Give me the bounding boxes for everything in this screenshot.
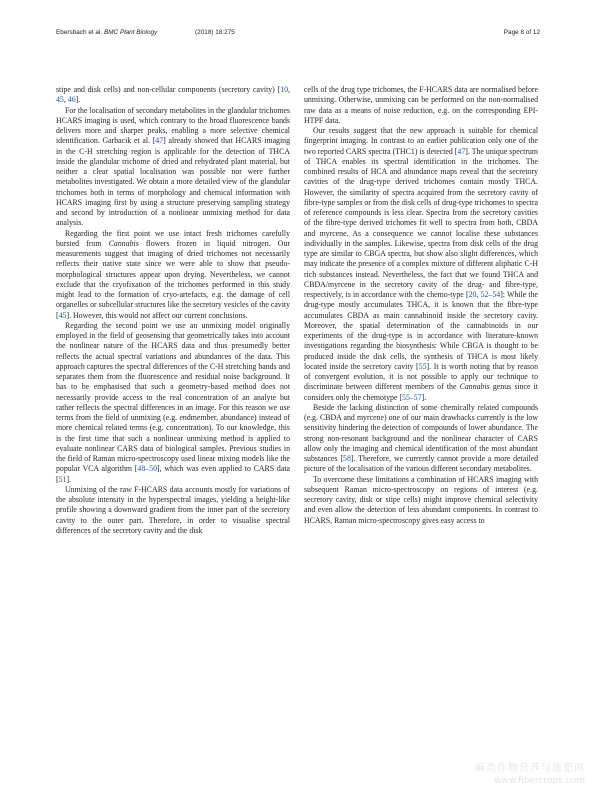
paragraph: To overcome these limitations a combination of HCARS imaging with subsequent Raman micro-spectroscopy on regions of interest (e.g. secretory cavity, disk or stipe cells) might improve chemical selectivity and even allow the detection of less abundant components. In contrast to HCARS, Raman micro-spectroscopy gives easy access to xyxy=(304,474,538,525)
citation-link[interactable]: 51 xyxy=(58,474,67,484)
paragraph: Regarding the first point we use intact fresh trichomes carefully bursted from Cannabis flowers frozen in liquid nitrogen. Our measurements suggest that imaging of dried trichomes not necessarily reflects their native state since we were able to show that pseudo-morphological structures appear upon drying. Nevertheless, we cannot exclude that the cryofixation of the trichomes performed in this study might lead to the formation of cryo-artefacts, e.g. the damage of cell organelles or subcellular structures like the secretory vesicles of the cavity [45]. However, this would not affect our current conclusions. xyxy=(56,228,290,320)
citation-link[interactable]: 10 xyxy=(280,85,289,94)
citation-link[interactable]: 46 xyxy=(67,95,76,105)
right-column xyxy=(304,85,538,526)
paragraph: stipe and disk cells) and non-cellular components (secretory cavity) [10, 45, 46]. xyxy=(56,85,290,105)
paragraph: Beside the lacking distinction of some chemically related compounds (e.g. CBDA and myrcene) one of our main drawbacks currently is the low sensitivity hindering the detection of compounds of lower abundance. The strong non-resonant background and the nonlinear character of CARS allow only the imaging and chemical identification of the most abundant substances [58]. Therefore, we currently cannot provide a more detailed picture of the localisation of the various different secondary metabolites. xyxy=(304,402,538,474)
citation-link[interactable]: 52–54 xyxy=(480,290,501,299)
citation-link[interactable]: 47 xyxy=(457,146,466,156)
header-journal: BMC Plant Biology xyxy=(103,29,158,36)
watermark xyxy=(475,763,585,787)
paragraph: cells of the drug type trichomes, the F-HCARS data are normalised before unmixing. Otherwise, unmixing can be performed on the non-normalised raw data as a means of noise reduction, e.g. on the corresponding EPI-HTPF data. xyxy=(304,85,538,125)
paragraph: Our results suggest that the new approach is suitable for chemical fingerprint imaging. In contrast to an earlier publication only one of the two reported CARS spectra (THC1) is detected [47]. The unique spectrum of THCA enables its spectral identification in the trichomes. The combined results of HCA and abundance maps reveal that the secretory cavities of the drug-type derived trichomes contain mostly THCA. However, the similarity of spectra acquired from the secretory cavity of fibre-type samples or from the disk cells of drug-type trichomes to spectra of reference compounds is less clear. Spectra from the secretory cavities of the fibre-type derived trichomes fit well to spectra from both, CBDA and myrcene. As a consequence we cannot localise these substances individually in the samples. Likewise, spectra from disk cells of the drug type are similar to CBGA spectra, but show also slight differences, which may indicate the presence of a complex mixture of different aliphatic C-H rich substances instead. Nevertheless, the fact that we found THCA and CBDA/myrcene in the secretory cavity of the drug- and fibre-type, respectively, is in accordance with the chemo-type [20, 52–54]: While the drug-type mostly accumulates THCA, it is known that the fibre-type accumulates CBDA as main cannabinoid inside the secretory cavity. Moreover, the spatial determination of the cannabinoids in our experiments of the drug-type is in accordance with literature-known investigations regarding the biosynthesis: While CBGA is thought to be produced inside the disk cells, the synthesis of THCA is most likely located inside the secretory cavity [55]. It is worth noting that by reason of convergent evolution, it is not possible to apply our technique to discriminate between different members of the Cannabis genus since it considers only the chemotype [55–57]. xyxy=(304,126,538,402)
watermark-title: 麻类作物营养与施肥网 xyxy=(475,763,585,774)
watermark-url: www.fibercrops.com xyxy=(494,776,585,786)
paragraph: Unmixing of the raw F-HCARS data accounts mostly for variations of the absolute intensity in the hyperspectral images, yielding a height-like profile showing a downward gradient from the inner part of the secretory cavity to the outer part. Therefore, in order to visualise spectral differences of the secretory cavity and the disk xyxy=(56,484,290,535)
citation-link[interactable]: 58 xyxy=(343,454,351,463)
citation-link[interactable]: 48–50 xyxy=(137,464,158,474)
paragraph: For the localisation of secondary metabolites in the glandular trichomes HCARS imaging is used, which contrary to the broad fluorescence bands delivers more and sharper peaks, enabling a more selective chemical identification. Garbacik et al. [47] already showed that HCARS imaging in the C-H stretching region is applicable for the detection of THCA inside the glandular trichome of dried and rehydrated plant material, but neither a clear spatial localisation was possible nor were further metabolites investigated. We obtain a more detailed view of the glandular trichomes both in terms of morphology and chemical information with HCARS imaging first by using a structure preserving sampling strategy and second by introduction of a nonlinear unmixing method for data analysis. xyxy=(56,105,291,228)
header-citation xyxy=(56,29,235,36)
citation-link[interactable]: 20 xyxy=(468,290,477,299)
header-year-volume: (2018) 18:275 xyxy=(195,29,235,36)
header-authors: Ebersbach et al. xyxy=(56,29,103,36)
page-number: Page 8 of 12 xyxy=(503,29,540,36)
citation-link[interactable]: 45 xyxy=(56,95,64,105)
citation-link[interactable]: 47 xyxy=(155,136,164,146)
citation-link[interactable]: 55 xyxy=(418,361,427,371)
running-header xyxy=(56,29,540,41)
citation-link[interactable]: 45 xyxy=(58,310,67,320)
citation-link[interactable]: 55–57 xyxy=(402,392,422,402)
left-column xyxy=(56,85,290,536)
genus-name: Cannabis xyxy=(108,238,139,248)
paragraph: Regarding the second point we use an unmixing model originally employed in the field of geosensing that geometrically takes into account the nonlinear nature of the HCARS data and thus presumedly better reflects the actual spectral variations and abundances of the data. This approach captures the spectral differences of the C-H stretching bands and separates them from the fluorescence and residual noise background. It has to be emphasised that such a geometry-based method does not necessarily provide access to the real concentration of an analyte but rather reflects the spectral differences in an image. For this reason we use terms from the field of unmixing (e.g. endmember, abundance) instead of more chemical related terms (e.g. concentration). To our knowledge, this is the first time that such a nonlinear unmixing method is applied to evaluate nonlinear CARS data of biological samples. Previous studies in the field of Raman micro-spectroscopy used linear mixing models like the popular VCA algorithm [48–50], which was even applied to CARS data [51]. xyxy=(56,320,290,484)
genus-name: Cannabis xyxy=(459,382,490,392)
